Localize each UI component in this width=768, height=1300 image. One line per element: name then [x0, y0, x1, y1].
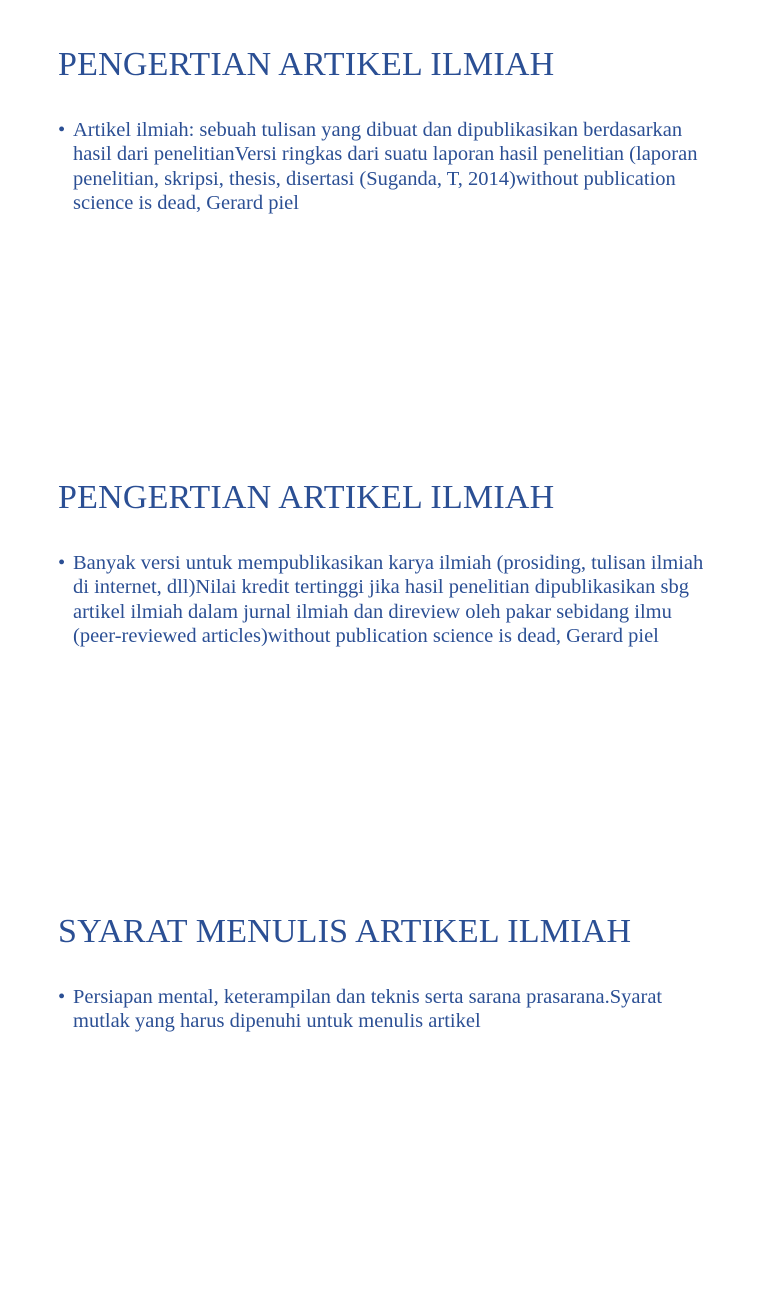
bullet-item — [58, 118, 708, 215]
bullet-text: Artikel ilmiah: sebuah tulisan yang dibuat dan dipublikasikan berdasarkan hasil dari penelitianVersi ringkas dari suatu laporan hasil penelitian (laporan penelitian, skripsi, thesis, disertasi (Suganda, T, 2014)without publication science is dead, Gerard piel — [73, 119, 698, 214]
slide-title: PENGERTIAN ARTIKEL ILMIAH — [58, 479, 555, 516]
bullet-text: Persiapan mental, keterampilan dan teknis serta sarana prasarana.Syarat mutlak yang harus dipenuhi untuk menulis artikel — [73, 986, 663, 1033]
bullet-item — [58, 985, 708, 1034]
bullet-dot-icon: • — [58, 552, 66, 574]
bullet-dot-icon: • — [58, 986, 66, 1008]
bullet-item — [58, 551, 708, 648]
slide-1 — [0, 0, 768, 433]
bullet-list — [58, 118, 708, 215]
bullet-list — [58, 985, 708, 1034]
bullet-dot-icon: • — [58, 119, 66, 141]
slide-title: SYARAT MENULIS ARTIKEL ILMIAH — [58, 913, 632, 950]
slide-2 — [0, 433, 768, 866]
slide-title: PENGERTIAN ARTIKEL ILMIAH — [58, 46, 555, 83]
slide-3 — [0, 867, 768, 1300]
bullet-text: Banyak versi untuk mempublikasikan karya ilmiah (prosiding, tulisan ilmiah di internet, dll)Nilai kredit tertinggi jika hasil penelitian dipublikasikan sbg artikel ilmiah dalam jurnal ilmiah dan direview oleh pakar sebidang ilmu (peer-reviewed articles)without publication science is dead, Gerard piel — [73, 552, 704, 647]
bullet-list — [58, 551, 708, 648]
